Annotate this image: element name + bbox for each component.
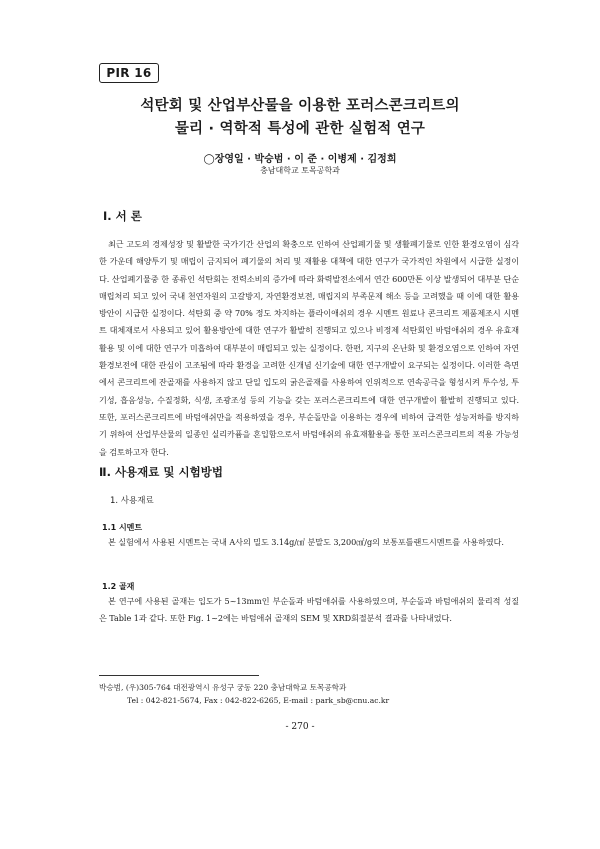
introduction-paragraph: 최근 고도의 경제성장 및 활발한 국가기간 산업의 확충으로 인하여 산업폐기물 및 생활폐기물로 인한 환경오염이 심각한 가운데 해양투기 및 매립이 금지되어 폐기물의 처리 및 재활용 대책에 대한 연구가 국가적인 차원에서 시급한 실정이다. 산업폐기물중 한 종류인 석탄회는 전력소비의 증가에 따라 화력발전소에서 연간 600만톤 이상 발생되어 대부분 단순 매립처리 되고 있어 국내 천연자원의 고갈방지, 자연환경보전, 매립지의 부족문제 해소 등을 고려했을 때 이에 대한 활용방안이 시급한 실정이다. 석탄회 중 약 70% 정도 차지하는 플라이애쉬의 경우 시멘트 원료나 콘크리트 제품제조시 시멘트 대체재로서 사용되고 있어 활용방안에 대한 연구가 활발히 진행되고 있으나 비정제 석탄회인 바텀애쉬의 경우 유효재활용 및 이에 대한 연구가 미흡하여 대부분이 매립되고 있는 실정이다. 한편, 지구의 온난화 및 환경오염으로 인하여 자연환경보전에 대한 관심이 고조됨에 따라 환경을 고려한 신개념 신기술에 대한 연구개발이 요구되는 실정이다. 이러한 측면에서 콘크리트에 잔골재를 사용하지 않고 단일 입도의 굵은골재를 사용하여 인위적으로 연속공극을 형성시켜 투수성, 투기성, 흡음성능, 수질정화, 식생, 조광조성 등의 기능을 갖는 포러스콘크리트에 대한 연구개발이 활발히 진행되고 있다. 또한, 포러스콘크리트에 바텀애쉬만을 적용하였을 경우, 부순돌만을 이용하는 경우에 비하여 급격한 성능저하를 방지하기 위하여 산업부산물의 일종인 실리카퓸을 혼입함으로서 바텀애쉬의 유효재활용을 통한 포러스콘크리트의 적용 가능성을 검토하고자 한다. <box>99 239 519 457</box>
footnote-divider <box>99 675 259 676</box>
aggregate-paragraph: 본 연구에 사용된 골재는 입도가 5~13mm인 부순돌과 바텀애쉬를 사용하였으며, 부순돌과 바텀애쉬의 물리적 성질은 Table 1과 같다. 또한 Fig. 1~2에는 바텀애쉬 골재의 SEM 및 XRD회절분석 결과를 나타내었다. <box>99 596 519 624</box>
author-list: ◯장영일 · 박승범 · 이 준 · 이병제 · 김정희 <box>203 154 397 165</box>
footnote-address: 박승범, (우)305-764 대전광역시 유성구 궁동 220 충남대학교 토목공학과 <box>99 683 347 692</box>
cement-paragraph: 본 실험에서 사용된 시멘트는 국내 A사의 밀도 3.14g/㎤ 분말도 3,200㎠/g의 보통포틀랜드시멘트를 사용하였다. <box>108 537 504 547</box>
subsection-aggregate-heading: 1.2 골재 <box>102 582 135 591</box>
footnote-contact: Tel : 042-821-5674, Fax : 042-822-6265, E-mail : park_sb@cnu.ac.kr <box>127 696 390 705</box>
section-heading-introduction: Ⅰ. 서 론 <box>103 209 142 223</box>
paper-title-line1: 석탄회 및 산업부산물을 이용한 포러스콘크리트의 <box>140 98 460 114</box>
subsection-cement-heading: 1.1 시멘트 <box>102 523 143 532</box>
section-heading-materials-methods: Ⅱ. 사용재료 및 시험방법 <box>99 465 223 479</box>
paper-title-line2: 물리 · 역학적 특성에 관한 실험적 연구 <box>174 121 426 137</box>
affiliation: 충남대학교 토목공학과 <box>260 166 340 175</box>
subsection-materials: 1. 사용재료 <box>110 496 154 506</box>
page-number: - 270 - <box>285 722 315 732</box>
session-tag: PIR 16 <box>99 63 159 83</box>
